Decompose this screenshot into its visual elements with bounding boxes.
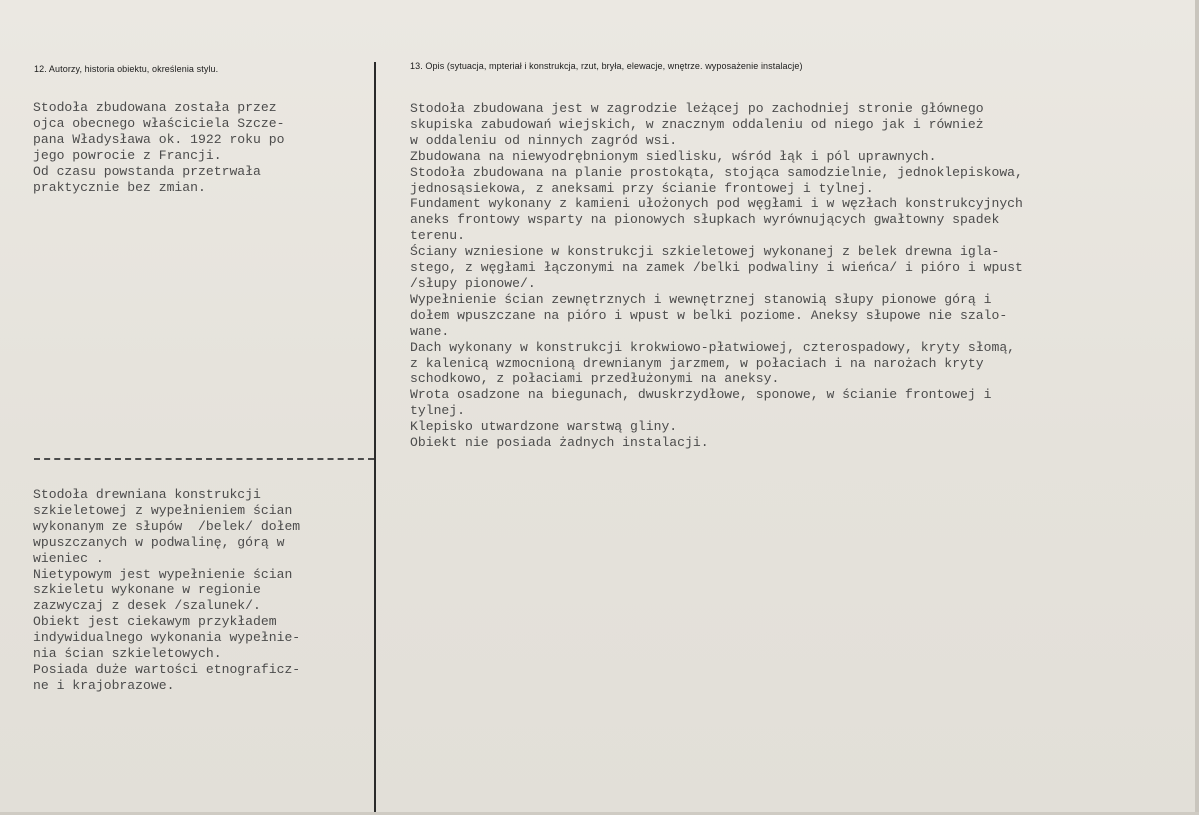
description-text-line: Dach wykonany w konstrukcji krokwiowo-płatwiowej, czterospadowy, kryty słomą,	[410, 339, 1016, 355]
assessment-text-line: szkieletowej z wypełnieniem ścian	[33, 502, 293, 518]
assessment-text-line: Obiekt jest ciekawym przykładem	[33, 614, 277, 630]
description-text-line: z kalenicą wzmocnioną drewnianym jarzmem, w połaciach i na narożach kryty	[410, 355, 984, 371]
description-text-line: Obiekt nie posiada żadnych instalacji.	[410, 435, 709, 451]
description-text-line: aneks frontowy wsparty na pionowych słupkach wyrównujących gwałtowny spadek	[410, 212, 1000, 228]
description-text-line: Ściany wzniesione w konstrukcji szkieletowej wykonanej z belek drewna igla-	[410, 244, 1000, 260]
assessment-text-line: wykonanym ze słupów /belek/ dołem	[33, 518, 301, 534]
assessment-text-line: zazwyczaj z desek /szalunek/.	[33, 598, 261, 614]
sheet-edge-right	[1195, 0, 1199, 815]
description-text-line: Stodoła zbudowana jest w zagrodzie leżącej po zachodniej stronie głównego	[410, 101, 984, 116]
description-text-line: Stodoła zbudowana na planie prostokąta, stojąca samodzielnie, jednoklepiskowa,	[410, 164, 1023, 180]
history-text-line: pana Władysława ok. 1922 roku po	[33, 131, 285, 147]
description-text-block	[410, 101, 1023, 451]
description-text-line: jednosąsiekowa, z aneksami przy ścianie frontowej i tylnej.	[410, 180, 874, 196]
assessment-text-line: Posiada duże wartości etnograficz-	[33, 661, 301, 677]
assessment-text-line: szkieletu wykonane w regionie	[33, 582, 261, 598]
description-text-line: Wypełnienie ścian zewnętrznych i wewnętrznej stanowią słupy pionowe górą i	[410, 291, 992, 307]
history-text-line: ojca obecnego właściciela Szcze-	[33, 115, 285, 131]
description-text-line: Klepisko utwardzone warstwą gliny.	[410, 419, 678, 435]
history-text-line: jego powrocie z Francji.	[33, 147, 222, 163]
history-section-header: 12. Autorzy, historia obiektu, określenia stylu.	[34, 64, 219, 74]
description-text-line: Fundament wykonany z kamieni ułożonych pod węgłami i w węzłach konstrukcyjnych	[410, 196, 1023, 212]
assessment-text-line: Nietypowym jest wypełnienie ścian	[33, 566, 293, 582]
description-text-line: Wrota osadzone na biegunach, dwuskrzydłowe, sponowe, w ścianie frontowej i	[410, 387, 992, 403]
description-text-line: wane.	[410, 323, 450, 339]
description-text-line: schodkowo, z połaciami przedłużonymi na aneksy.	[410, 371, 780, 387]
assessment-text-block	[33, 487, 300, 694]
description-text-line: tylnej.	[410, 403, 466, 419]
assessment-text-line: wpuszczanych w podwalinę, górą w	[33, 534, 285, 550]
assessment-text-line: Stodoła drewniana konstrukcji	[33, 487, 261, 502]
description-section-header: 13. Opis (sytuacja, mpteriał i konstrukcja, rzut, bryła, elewacje, wnętrze. wyposażenie instalacje)	[410, 61, 803, 71]
description-text-line: Zbudowana na niewyodrębnionym siedlisku, wśród łąk i pól uprawnych.	[410, 148, 937, 164]
history-text-line: Od czasu powstanda przetrwała	[33, 163, 261, 179]
description-text-line: skupiska zabudowań wiejskich, w znacznym oddaleniu od niego jak i również	[410, 116, 984, 132]
description-text-line: dołem wpuszczane na pióro i wpust w belki poziome. Aneksy słupowe nie szalo-	[410, 307, 1008, 323]
assessment-text-line: wieniec .	[33, 550, 104, 566]
assessment-text-line: ne i krajobrazowe.	[33, 677, 175, 693]
description-text-line: terenu.	[410, 228, 466, 244]
assessment-text-line: indywidualnego wykonania wypełnie-	[33, 630, 301, 646]
history-text-line: Stodoła zbudowana została przez	[33, 100, 277, 115]
history-text-block	[33, 100, 284, 195]
column-divider	[374, 62, 376, 812]
description-text-line: stego, z węgłami łączonymi na zamek /belki podwaliny i wieńca/ i pióro i wpust	[410, 260, 1023, 276]
description-text-line: w oddaleniu od ninnych zagród wsi.	[410, 132, 678, 148]
dashed-separator	[34, 458, 374, 460]
assessment-text-line: nia ścian szkieletowych.	[33, 646, 222, 662]
history-text-line: praktycznie bez zmian.	[33, 179, 206, 195]
description-text-line: /słupy pionowe/.	[410, 275, 536, 291]
